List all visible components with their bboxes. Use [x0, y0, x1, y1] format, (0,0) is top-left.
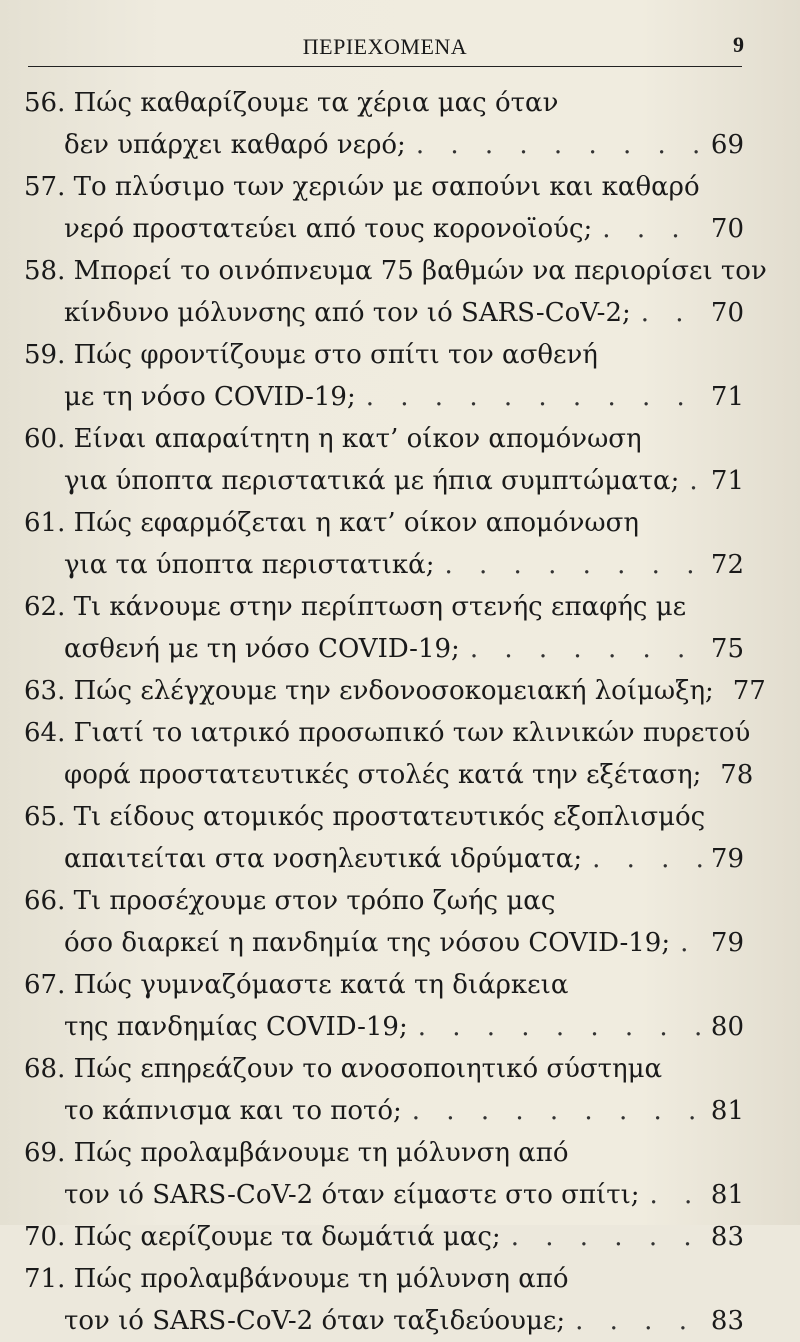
toc-entry-line: [24, 628, 744, 670]
dot-leader: [689, 460, 702, 502]
toc-entry: [24, 796, 744, 880]
toc-entry-line: [24, 922, 744, 964]
toc-entry: [24, 1048, 744, 1132]
toc-entry-line: [24, 670, 766, 712]
toc-entry: [24, 964, 744, 1048]
table-of-contents: [24, 82, 767, 1342]
toc-entry-line: [24, 124, 744, 166]
toc-entry-title-continued: δεν υπάρχει καθαρό νερό;: [64, 130, 406, 160]
toc-entry-line: [24, 754, 754, 796]
toc-entry: [24, 334, 744, 418]
toc-entry-line: [24, 838, 744, 880]
page-header: [28, 28, 742, 67]
toc-entry-line: [24, 334, 744, 376]
toc-entry-title: 70. Πώς αερίζουμε τα δωμάτιά μας;: [24, 1222, 501, 1252]
toc-entry-line: [24, 1048, 744, 1090]
toc-entry-line: [24, 1300, 744, 1342]
toc-entry-line: [24, 796, 744, 838]
page-number: 9: [733, 32, 744, 57]
toc-entry-title: 57. Το πλύσιμο των χεριών με σαπούνι και καθαρό: [24, 172, 700, 202]
toc-entry-title: 56. Πώς καθαρίζουμε τα χέρια μας όταν: [24, 88, 559, 118]
toc-entry-line: [24, 1090, 744, 1132]
toc-entry-title-continued: ασθενή με τη νόσο COVID-19;: [64, 634, 460, 664]
toc-entry-title-continued: κίνδυνο μόλυνσης από τον ιό SARS-CoV-2;: [64, 298, 631, 328]
toc-entry-title-continued: το κάπνισμα και το ποτό;: [64, 1096, 402, 1126]
toc-entry-title-continued: τον ιό SARS-CoV-2 όταν είμαστε στο σπίτι;: [64, 1180, 640, 1210]
toc-entry: [24, 502, 744, 586]
toc-entry-line: [24, 82, 744, 124]
toc-page-number: 79: [710, 928, 744, 958]
toc-entry-title-continued: απαιτείται στα νοσηλευτικά ιδρύματα;: [64, 844, 583, 874]
dot-leader: [470, 628, 702, 670]
toc-entry-title: 65. Τι είδους ατομικός προστατευτικός εξοπλισμός: [24, 802, 706, 832]
dot-leader: [444, 544, 702, 586]
toc-page-number: 81: [710, 1096, 744, 1126]
toc-entry-line: [24, 964, 744, 1006]
toc-entry-line: [24, 1174, 744, 1216]
toc-entry-title-continued: φορά προστατευτικές στολές κατά την εξέταση;: [64, 760, 702, 790]
toc-entry: [24, 1258, 744, 1342]
toc-page-number: 75: [710, 634, 744, 664]
toc-entry-title: 60. Είναι απαραίτητη η κατ’ οίκον απομόνωση: [24, 424, 642, 454]
toc-entry-title-continued: όσο διαρκεί η πανδημία της νόσου COVID-19;: [64, 928, 671, 958]
toc-entry: [24, 586, 744, 670]
toc-entry: [24, 880, 744, 964]
toc-entry-title-continued: για ύποπτα περιστατικά με ήπια συμπτώματα;: [64, 466, 680, 496]
toc-entry-title: 71. Πώς προλαμβάνουμε τη μόλυνση από: [24, 1264, 569, 1294]
toc-entry: [24, 712, 754, 796]
toc-entry-title-continued: τον ιό SARS-CoV-2 όταν ταξιδεύουμε;: [64, 1306, 566, 1336]
toc-entry-title: 59. Πώς φροντίζουμε στο σπίτι τον ασθενή: [24, 340, 598, 370]
toc-entry-title: 68. Πώς επηρεάζουν το ανοσοποιητικό σύστημα: [24, 1054, 663, 1084]
toc-entry: [24, 1216, 744, 1258]
toc-entry-line: [24, 418, 744, 460]
toc-entry-line: [24, 376, 744, 418]
dot-leader: [366, 376, 702, 418]
toc-entry-line: [24, 292, 744, 334]
toc-entry-line: [24, 166, 744, 208]
running-head-title: ΠΕΡΙΕΧΟΜΕΝΑ: [302, 34, 468, 59]
toc-entry-line: [24, 1258, 744, 1300]
toc-entry: [24, 82, 744, 166]
toc-entry-line: [24, 880, 744, 922]
toc-entry-title-continued: νερό προστατεύει από τους κορονοϊούς;: [64, 214, 593, 244]
toc-page-number: 70: [710, 298, 744, 328]
toc-entry-title: 61. Πώς εφαρμόζεται η κατ’ οίκον απομόνωση: [24, 508, 639, 538]
toc-entry-title-continued: της πανδημίας COVID-19;: [64, 1012, 408, 1042]
toc-page-number: 71: [710, 382, 744, 412]
toc-page-number: 83: [710, 1222, 744, 1252]
toc-entry-line: [24, 250, 767, 292]
toc-page-number: 70: [710, 214, 744, 244]
toc-entry: [24, 166, 744, 250]
toc-entry: [24, 1132, 744, 1216]
toc-entry-title: 58. Μπορεί το οινόπνευμα 75 βαθμών να περιορίσει τον: [24, 256, 767, 286]
toc-page-number: 83: [710, 1306, 744, 1336]
toc-entry-title-continued: με τη νόσο COVID-19;: [64, 382, 356, 412]
dot-leader: [511, 1216, 702, 1258]
toc-page-number: 78: [720, 760, 754, 790]
toc-page-number: 71: [710, 466, 744, 496]
toc-entry-title: 64. Γιατί το ιατρικό προσωπικό των κλινικών πυρετού: [24, 718, 751, 748]
dot-leader: [592, 838, 702, 880]
toc-page-number: 77: [732, 676, 766, 706]
toc-entry-line: [24, 586, 744, 628]
toc-entry: [24, 418, 744, 502]
toc-entry-line: [24, 502, 744, 544]
toc-page-number: 81: [710, 1180, 744, 1210]
toc-entry: [24, 670, 766, 712]
dot-leader: [602, 208, 702, 250]
toc-entry-line: [24, 1216, 744, 1258]
dot-leader: [418, 1006, 702, 1048]
toc-entry-title: 66. Τι προσέχουμε στον τρόπο ζωής μας: [24, 886, 556, 916]
dot-leader: [650, 1174, 702, 1216]
dot-leader: [412, 1090, 702, 1132]
toc-entry: [24, 250, 767, 334]
toc-entry-line: [24, 712, 751, 754]
toc-entry-title: 63. Πώς ελέγχουμε την ενδονοσοκομειακή λοίμωξη;: [24, 676, 714, 706]
toc-entry-title: 69. Πώς προλαμβάνουμε τη μόλυνση από: [24, 1138, 569, 1168]
dot-leader: [641, 292, 702, 334]
toc-entry-line: [24, 1006, 744, 1048]
toc-entry-title: 67. Πώς γυμναζόμαστε κατά τη διάρκεια: [24, 970, 569, 1000]
toc-page-number: 72: [710, 550, 744, 580]
toc-entry-line: [24, 544, 744, 586]
dot-leader: [575, 1300, 702, 1342]
dot-leader: [680, 922, 702, 964]
toc-entry-title: 62. Τι κάνουμε στην περίπτωση στενής επαφής με: [24, 592, 687, 622]
toc-entry-line: [24, 208, 744, 250]
toc-page-number: 69: [710, 130, 744, 160]
toc-entry-line: [24, 460, 744, 502]
toc-entry-line: [24, 1132, 744, 1174]
toc-entry-title-continued: για τα ύποπτα περιστατικά;: [64, 550, 435, 580]
dot-leader: [416, 124, 702, 166]
toc-page-number: 80: [710, 1012, 744, 1042]
toc-page-number: 79: [710, 844, 744, 874]
